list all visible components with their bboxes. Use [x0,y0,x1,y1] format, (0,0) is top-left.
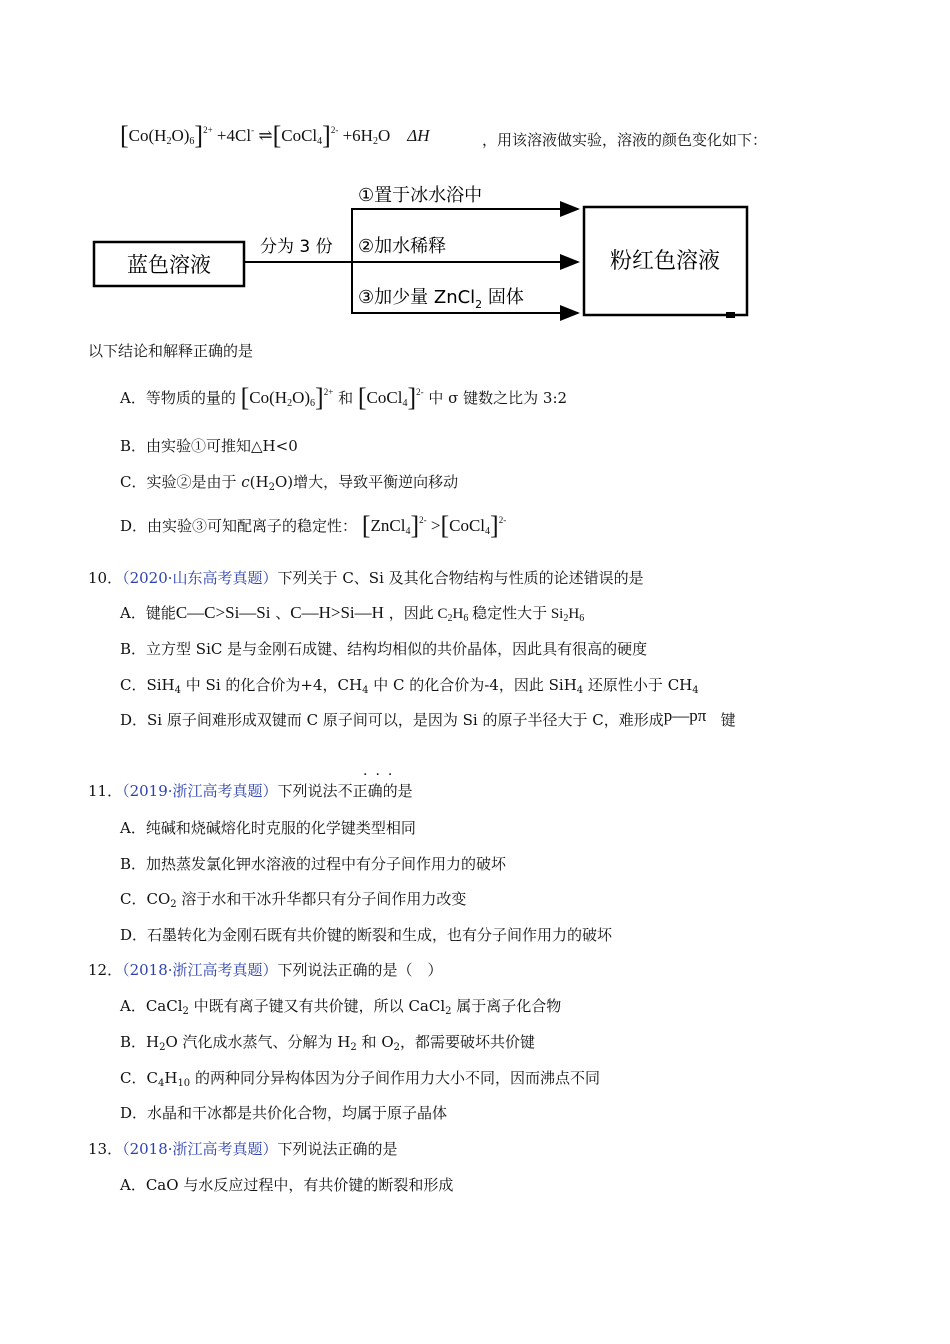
q12-b-sub: 2 [159,1042,166,1053]
q11-stem-post: 的是 [382,782,413,800]
formula-charge: - [251,125,255,135]
q13-stem-text: 下列说法正确的是 [277,1140,398,1158]
q12-c-pre: C．C [120,1069,158,1087]
bracket-left: [ [357,383,367,412]
bracket-left: [ [240,383,250,412]
q11-option-b: B．加热蒸发氯化钾水溶液的过程中有分子间作用力的破坏 [120,855,507,873]
q12-stem [88,960,443,980]
blue-solution-label: 蓝色溶液 [127,253,211,277]
q11-c-post: 溶于水和干冰升华都只有分子间作用力改变 [176,890,467,908]
q12-a-sub: 2 [182,1006,189,1017]
q10-d-formula: p—pπ [663,706,707,725]
branch2-label: ②加水稀释 [358,236,447,257]
q12-option-b [120,1032,535,1052]
q10-c-sub: 4 [362,685,369,696]
q10-a-post: ，因此 C [388,606,448,622]
q9-a-pre: A．等物质的量的 [120,389,236,407]
formula-sub: 4 [402,398,408,409]
q10-c-sub: 4 [576,685,584,696]
q12-b-sub: 2 [393,1042,400,1053]
formula-charge: 2+ [323,387,334,397]
q10-c-mid1: 中 Si 的化合价为+4，CH [181,676,363,694]
emphasis-dots: ··· [363,767,401,783]
formula-4cl: +4Cl [216,126,252,145]
q10-d-post: 键 [720,711,736,729]
formula-cocl: CoCl [281,126,318,145]
q11-number: 11． [88,782,123,800]
bracket-right: ] [322,121,331,150]
q9-stem: 以下结论和解释正确的是 [88,342,254,360]
pink-solution-label: 粉红色溶液 [609,249,721,274]
q12-b-sub: 2 [350,1042,357,1053]
formula-o-end: O [377,126,391,145]
q13-option-a: A．CaO 与水反应过程中，有共价键的断裂和形成 [120,1176,454,1194]
q10-a-tail [389,606,584,622]
q9-c-post: O)增大，导致平衡逆向移动 [274,473,459,491]
q12-a-pre: A．CaCl [120,997,183,1015]
q11-stem-pre: 下列说法 [277,782,338,800]
q10-option-d [120,706,736,730]
q11-option-d: D．石墨转化为金刚石既有共价键的断裂和生成，也有分子间作用力的破坏 [120,926,613,944]
q12-option-c [120,1068,600,1088]
q13-stem [88,1139,398,1159]
q9-a-formula1 [240,383,334,412]
branch3-end: 固体 [482,287,524,308]
equilibrium-arrow-icon: ⇌ [258,126,273,145]
equilibrium-equation [120,121,430,150]
q9-option-b: B．由实验①可推知△H<0 [120,437,298,455]
q10-option-a [120,603,584,624]
formula-sub: 4 [485,526,491,537]
bracket-left: [ [361,511,371,540]
branch3-text: ③加少量 ZnCl [358,287,476,308]
bracket-right: ] [315,383,324,412]
q10-stem [88,568,644,588]
q9-d-formula [361,511,507,540]
split-label: 分为 3 份 [260,237,333,257]
q11-stem-emphasis: 不正确 [337,782,383,800]
q12-option-a [120,996,561,1016]
bracket-right: ] [194,121,204,150]
bracket-left: [ [272,121,282,150]
q10-a-sep: 、 [275,604,291,622]
q9-c-italic: c [241,473,250,491]
formula-cocl: CoCl [449,516,486,535]
formula-sub: 4 [317,136,323,147]
q12-a-mid: 中既有离子键又有共价键，所以 CaCl [188,997,446,1015]
q11-option-c [120,889,466,909]
formula-zncl: ZnCl [370,516,406,535]
q11-option-a: A．纯碱和烧碱熔化时克服的化学键类型相同 [120,819,416,837]
q12-number: 12． [88,961,123,979]
q9-c-pre: C．实验②是由于 [120,473,242,491]
q10-a-sub: 2 [447,613,453,624]
bracket-left: [ [120,121,129,150]
q10-c-pre: C．SiH [120,676,175,694]
formula-6h2o: +6H [342,126,373,145]
q12-option-d: D．水晶和干冰都是共价化合物，均属于原子晶体 [120,1104,448,1122]
q12-b-post: ，都需要破坏共价键 [400,1033,536,1051]
q12-b-mid: O 汽化成水蒸气、分解为 H [165,1033,351,1051]
formula-cocl: CoCl [366,388,403,407]
q9-a-post: 中 σ 键数之比为 3:2 [428,389,568,407]
flow-diagram [90,172,760,322]
q9-option-d [120,511,507,540]
formula-sub: 2 [287,398,293,409]
formula-charge: 2- [419,515,427,525]
q12-source: （2018·浙江高考真题） [122,961,278,979]
formula-charge: 2- [498,515,507,525]
q10-d-pre: D．Si 原子间难形成双键而 C 原子间可以，是因为 Si 的原子半径大于 C，难形成 [120,711,664,729]
q10-c-sub: 4 [174,685,182,696]
q12-stem-text: 下列说法正确的是（ ） [277,961,443,979]
q10-a-mid: 稳定性大于 Si [468,606,564,622]
branch3-label [358,287,524,311]
q12-a-post: 属于离子化合物 [451,997,562,1015]
branch1-label: ①置于冰水浴中 [358,185,483,206]
q9-a-formula2 [357,383,424,412]
q10-number: 10． [88,569,123,587]
q11-stem [88,781,413,801]
q12-c-h: H [164,1069,178,1087]
formula-co-h: Co(H [128,126,167,145]
q9-c-mid: (H [249,473,269,491]
q10-option-b: B．立方型 SiC 是与金刚石成键、结构均相似的共价晶体，因此具有很高的硬度 [120,640,648,658]
bracket-left: [ [440,511,450,540]
formula-delta-h: ΔH [407,126,430,145]
q10-c-sub: 4 [692,685,699,696]
q10-option-c [120,675,699,695]
box-corner-mark [726,312,735,318]
q12-c-sub: 10 [177,1078,191,1089]
formula-sub: 6 [310,398,316,409]
formula-o: O) [171,126,190,145]
q12-c-sub: 4 [157,1078,165,1089]
q9-option-a [120,383,568,412]
q11-source: （2019·浙江高考真题） [122,782,278,800]
q10-a-sub: 2 [563,613,569,624]
formula-o: O) [292,388,311,407]
q12-a-sub: 2 [445,1006,452,1017]
formula-charge: 2- [330,125,339,135]
q9-d-pre: D．由实验③可知配离子的稳定性： [120,517,358,535]
q13-number: 13． [88,1140,123,1158]
bracket-right: ] [407,383,417,412]
q10-a-formula1: C—C>Si—Si [175,603,271,622]
q10-c-mid3: 还原性小于 CH [583,676,693,694]
q10-a-sub: 6 [579,613,585,624]
q11-c-pre: C．CO [120,890,171,908]
formula-sub: 6 [189,136,195,147]
branch3-sub: 2 [475,298,483,311]
formula-gt: > [430,516,441,535]
bracket-right: ] [410,511,420,540]
q9-a-mid: 和 [338,389,354,407]
q12-b-mid2: 和 O [356,1033,394,1051]
formula-charge: 2- [416,387,424,397]
q10-a-pre: A．键能 [120,604,176,622]
bracket-right: ] [490,511,499,540]
formula-charge: 2+ [203,125,213,135]
formula-co-h: Co(H [249,388,288,407]
q12-b-pre: B．H [120,1033,160,1051]
equation-line-text: ，用该溶液做实验，溶液的颜色变化如下： [482,131,768,149]
formula-sub: 2 [372,136,378,147]
formula-sub: 2 [166,136,172,147]
q9-c-sub: 2 [268,482,275,493]
q10-c-mid2: 中 C 的化合价为-4，因此 SiH [368,676,577,694]
q12-c-post: 的两种同分异构体因为分子间作用力大小不同，因而沸点不同 [190,1069,600,1087]
q10-source: （2020·山东高考真题） [122,569,278,587]
q10-a-sub: 6 [463,613,469,624]
q10-a-h: H [568,606,580,622]
q11-c-sub: 2 [170,899,177,910]
q13-source: （2018·浙江高考真题） [122,1140,278,1158]
q10-stem-text: 下列关于 C、Si 及其化合物结构与性质的论述错误的是 [277,569,644,587]
formula-sub: 4 [405,526,411,537]
q10-a-formula2: C—H>Si—H [290,603,384,622]
q9-option-c [120,472,458,492]
q10-a-h: H [452,606,464,622]
